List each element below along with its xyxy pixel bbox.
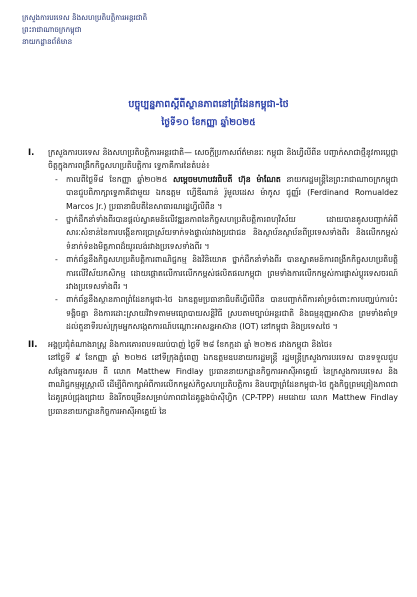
bullet-list xyxy=(48,173,398,334)
section-2 xyxy=(22,338,398,418)
list-item xyxy=(66,173,398,213)
document-body xyxy=(22,146,398,422)
section-intro: អង្គប្រជុំតំណាងរាស្ត្រ និងការគោរពបទឈប់បាញ់ ថ្ងៃទី ២៨ ខែកក្កដា ឆ្នាំ ២០២៥ រវាងកម្ពុជា និងថៃ៖ xyxy=(48,339,333,349)
bullet-text: ពាក់ព័ន្ធនឹងស្ថានភាពព្រំដែនកម្ពុជា-ថៃ ឯកឧត្តមប្រធានាធិបតីហ្វីលីពីន បានបញ្ជាក់ពីការគាំទ្រចំពោះការបញ្ឈប់ការប៉ះទង្គិចគ្នា និងការដោះស្រាយវិវាទតាមមធ្យោបាយសន្តិវិធី ស្របតាមច្បាប់អន្តរជាតិ និងធម្មនុញ្ញអាស៊ាន ព្រមទាំងគាំទ្រដល់តួនាទីរបស់ក្រុមអ្នកសង្កេតការណ៍បណ្តោះអាសន្នអាស៊ាន (IOT) នៅកម្ពុជា និងប្រទេសថៃ ។ xyxy=(66,295,398,332)
list-item xyxy=(66,213,398,253)
list-item xyxy=(66,253,398,293)
bullet-text: នាយករដ្ឋមន្ត្រីនៃព្រះរាជាណាចក្រកម្ពុជា បានជួបពិភាក្សាទ្វេភាគីជាមួយ ឯកឧត្តម ហ្វើឌីណាន់ រ៉ូមួលដេស ម៉ាកូស ជូញ្ញ័រ (Ferdinand Romualdez Marcos Jr.) ប្រធានាធិបតីនៃសាធារណរដ្ឋហ្វីលីពីន ។ xyxy=(66,174,399,211)
section-number: I. xyxy=(28,147,35,157)
header-line-department: នាយកដ្ឋានព័ត៌មាន xyxy=(22,37,73,46)
section-intro: ក្រសួងការបរទេស និងសហប្រតិបត្តិការអន្តរជាតិ— សេចក្តីប្រកាសព័ត៌មានរៈ កម្ពុជា និងហ្វីលីពីន បញ្ជាក់សាជាថ្មីនូវការប្តេជ្ញាចិត្តក្នុងការពង្រីកកិច្ចសហប្រតិបត្តិការ ទ្វេភាគីការនៃតំបន់៖ xyxy=(48,148,398,171)
section-number: II. xyxy=(28,338,38,349)
header-line-ministry: ក្រសួងការបរទេស និងសហប្រតិបត្តិការអន្តរជាតិ xyxy=(22,13,148,22)
document-title: បច្ចុប្បន្នភាពស្តីពីស្ថានភាពនៅព្រំដែនកម្ពុជា-ថៃ xyxy=(128,99,289,110)
bullet-text: ថ្នាក់ដឹកនាំទាំងពីរបានផ្តល់ស្វាគមន៍លើវឌ្ឍនភាពនៃកិច្ចសហប្រតិបត្តិការពហុវិស័យ ដោយបានគូសបញ្ជាក់អំពីសារៈសំខាន់នៃការបង្កើនការប្រាស្រ័យទាក់ទងផ្ទាល់រវាងប្រជាជន និងស្ថាប័នស្ថាប័នពីប្រទេសទាំងពីរ និងលើកកម្ពស់ទំនាក់ទំនងមិត្តភាពដ៏យូរលង់រវាងប្រទេសទាំងពីរ ។ xyxy=(66,215,398,251)
section-1 xyxy=(22,146,398,334)
bullet-bold: សម្តេចមហាបវរធិបតី ហ៊ុន ម៉ាណែត xyxy=(173,174,281,184)
list-item xyxy=(66,293,398,333)
document-date: ថ្ងៃទី១០ ខែកញ្ញា ឆ្នាំ២០២៥ xyxy=(161,118,256,128)
bullet-lead: កាលពីថ្ងៃទី៨ ខែកញ្ញា ឆ្នាំ២០២៥ xyxy=(66,174,173,184)
bullet-text: ពាក់ព័ន្ធនឹងកិច្ចសហប្រតិបត្តិការពាណិជ្ជកម្ម និងវិនិយោគ ថ្នាក់ដឹកនាំទាំងពីរ បានស្វាគមន៍ការពង្រីកកិច្ចសហប្រតិបត្តិការលើវិស័យកសិកម្ម ដោយផ្តោតលើការលើកកម្ពស់ផលិតផលកម្ពុជា ព្រមទាំងការលើកកម្ពស់ការផ្លាស់ប្តូរទេសចរណ៍រវាងប្រទេសទាំងពីរ ។ xyxy=(66,255,398,292)
ministry-header xyxy=(22,12,262,48)
header-line-kingdom: ព្រះរាជាណាចក្រកម្ពុជា xyxy=(22,25,82,34)
section-paragraph: នៅថ្ងៃទី ៩ ខែកញ្ញា ឆ្នាំ ២០២៥ នៅទីក្រុងភ្នំពេញ ឯកឧត្តមឧបនាយករដ្ឋមន្ត្រី រដ្ឋមន្ត្រីក្រសួងការបរទេស បានទទួលជួបសម្តែងការគួរសម ពី លោក Matthew Findlay ប្រធាននាយកដ្ឋានកិច្ចការអាស៊ីអាគ្នេយ៍ នៃក្រសួងការបរទេស និងពាណិជ្ជកម្មអូស្ត្រាលី ដើម្បីពិភាក្សាអំពីការលើកកម្ពស់កិច្ចសហប្រតិបត្តិការ និងបញ្ហាព្រំដែនកម្ពុជា-ថៃ ក្នុងកិច្ចព្រមព្រៀងភាពជាដៃគូគ្រប់ជ្រុងជ្រោយ និងរីកចម្រើនសម្រាប់ភាពជាដៃគូឆ្លងប៉ាស៊ីហ្វិក (CP-TPP) អមដោយ លោក Matthew Findlay ប្រធាននាយកដ្ឋានកិច្ចការអាស៊ីអាគ្នេយ៍ នៃ xyxy=(48,353,398,416)
